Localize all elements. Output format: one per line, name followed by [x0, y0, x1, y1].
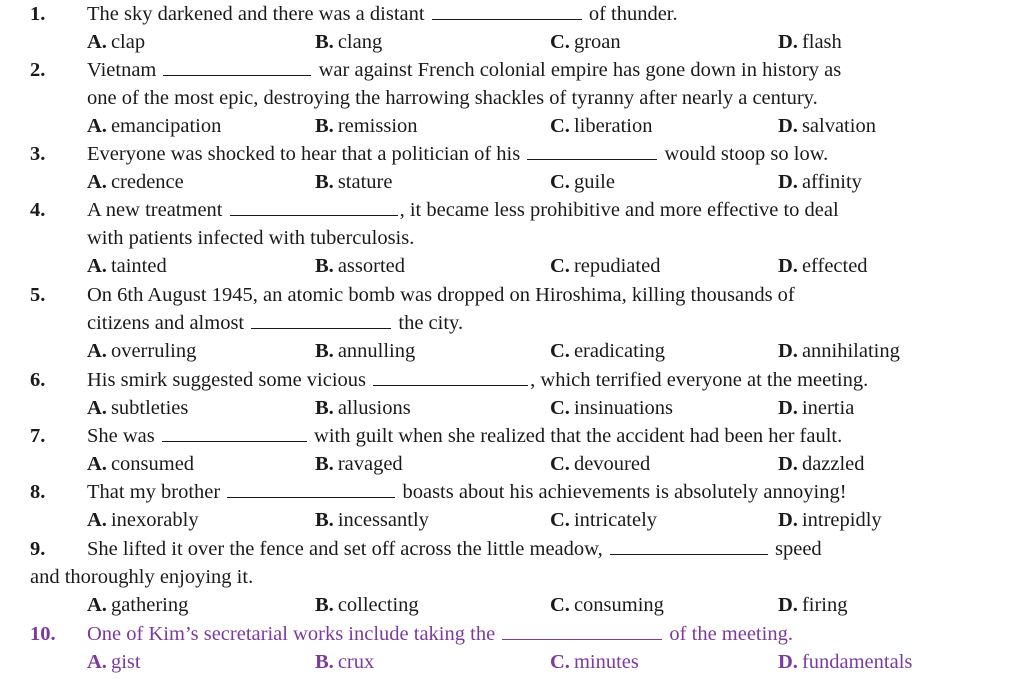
question-3: [0, 140, 1024, 196]
option-d[interactable]: D. effected: [778, 255, 868, 277]
question-text: On 6th August 1945, an atomic bomb was dropped on Hiroshima, killing thousands of: [87, 284, 795, 306]
answer-blank: [502, 621, 662, 640]
option-c[interactable]: C. liberation: [550, 115, 653, 137]
question-text-cont: and thoroughly enjoying it.: [30, 566, 254, 588]
option-d[interactable]: D. annihilating: [778, 340, 900, 362]
answer-blank: [373, 367, 528, 386]
option-b[interactable]: B. collecting: [315, 594, 419, 616]
option-b[interactable]: B. stature: [315, 171, 393, 193]
question-text: One of Kim’s secretarial works include taking the of the meeting.: [87, 623, 793, 645]
question-10: [0, 620, 1024, 676]
question-9: [0, 535, 1024, 619]
option-b[interactable]: B. ravaged: [315, 453, 403, 475]
options-row: [0, 450, 1024, 478]
option-b[interactable]: B. allusions: [315, 397, 411, 419]
option-c[interactable]: C. devoured: [550, 453, 651, 475]
option-d[interactable]: D. dazzled: [778, 453, 865, 475]
question-text: That my brother boasts about his achievements is absolutely annoying!: [87, 481, 847, 503]
question-text: Vietnam war against French colonial empire has gone down in history as: [87, 59, 842, 81]
question-number: 9.: [30, 538, 46, 560]
question-number: 5.: [30, 284, 46, 306]
option-d[interactable]: D. fundamentals: [778, 651, 913, 673]
question-6: [0, 366, 1024, 422]
question-number: 4.: [30, 199, 46, 221]
option-d[interactable]: D. flash: [778, 31, 842, 53]
question-number: 3.: [30, 143, 46, 165]
option-d[interactable]: D. affinity: [778, 171, 862, 193]
option-d[interactable]: D. firing: [778, 594, 848, 616]
question-text: Everyone was shocked to hear that a politician of his would stoop so low.: [87, 143, 829, 165]
question-8: [0, 478, 1024, 534]
option-b[interactable]: B. incessantly: [315, 509, 429, 531]
answer-blank: [527, 141, 657, 160]
option-c[interactable]: C. groan: [550, 31, 621, 53]
option-c[interactable]: C. consuming: [550, 594, 664, 616]
question-2: [0, 56, 1024, 140]
option-c[interactable]: C. guile: [550, 171, 615, 193]
options-row: [0, 112, 1024, 140]
option-c[interactable]: C. minutes: [550, 651, 639, 673]
option-d[interactable]: D. inertia: [778, 397, 855, 419]
answer-blank: [432, 1, 582, 20]
question-number: 6.: [30, 369, 46, 391]
option-c[interactable]: C. intricately: [550, 509, 658, 531]
options-row: [0, 337, 1024, 365]
option-c[interactable]: C. insinuations: [550, 397, 674, 419]
options-row: [0, 591, 1024, 619]
question-number: 7.: [30, 425, 46, 447]
option-b[interactable]: B. assorted: [315, 255, 405, 277]
option-b[interactable]: B. crux: [315, 651, 375, 673]
options-row: [0, 28, 1024, 56]
options-row: [0, 506, 1024, 534]
question-number: 2.: [30, 59, 46, 81]
option-a[interactable]: A. subtleties: [87, 397, 189, 419]
question-text: The sky darkened and there was a distant of thunder.: [87, 3, 678, 25]
answer-blank: [227, 479, 395, 498]
options-row: [0, 252, 1024, 280]
question-text: His smirk suggested some vicious , which terrified everyone at the meeting.: [87, 369, 869, 391]
question-1: [0, 0, 1024, 56]
option-b[interactable]: B. remission: [315, 115, 418, 137]
question-text: A new treatment , it became less prohibitive and more effective to deal: [87, 199, 839, 221]
option-a[interactable]: A. tainted: [87, 255, 167, 277]
question-text: She was with guilt when she realized that the accident had been her fault.: [87, 425, 843, 447]
question-5: [0, 281, 1024, 365]
question-text-cont: citizens and almost the city.: [87, 312, 464, 334]
question-text: She lifted it over the fence and set off across the little meadow, speed: [87, 538, 822, 560]
answer-blank: [162, 423, 307, 442]
answer-blank: [251, 310, 391, 329]
question-number: 10.: [30, 623, 56, 645]
option-a[interactable]: A. overruling: [87, 340, 197, 362]
answer-blank: [163, 57, 311, 76]
option-d[interactable]: D. intrepidly: [778, 509, 882, 531]
option-a[interactable]: A. emancipation: [87, 115, 222, 137]
question-7: [0, 422, 1024, 478]
option-c[interactable]: C. eradicating: [550, 340, 665, 362]
option-a[interactable]: A. clap: [87, 31, 146, 53]
question-number: 8.: [30, 481, 46, 503]
option-a[interactable]: A. inexorably: [87, 509, 199, 531]
option-a[interactable]: A. gist: [87, 651, 141, 673]
question-4: [0, 196, 1024, 280]
option-a[interactable]: A. consumed: [87, 453, 195, 475]
option-a[interactable]: A. gathering: [87, 594, 189, 616]
option-b[interactable]: B. annulling: [315, 340, 416, 362]
question-text-cont: with patients infected with tuberculosis.: [87, 227, 415, 249]
option-a[interactable]: A. credence: [87, 171, 184, 193]
options-row: [0, 648, 1024, 676]
question-text-cont: one of the most epic, destroying the harrowing shackles of tyranny after nearly a century.: [87, 87, 818, 109]
answer-blank: [610, 536, 768, 555]
answer-blank: [230, 197, 398, 216]
options-row: [0, 168, 1024, 196]
option-c[interactable]: C. repudiated: [550, 255, 661, 277]
option-d[interactable]: D. salvation: [778, 115, 876, 137]
options-row: [0, 394, 1024, 422]
question-number: 1.: [30, 3, 46, 25]
option-b[interactable]: B. clang: [315, 31, 383, 53]
